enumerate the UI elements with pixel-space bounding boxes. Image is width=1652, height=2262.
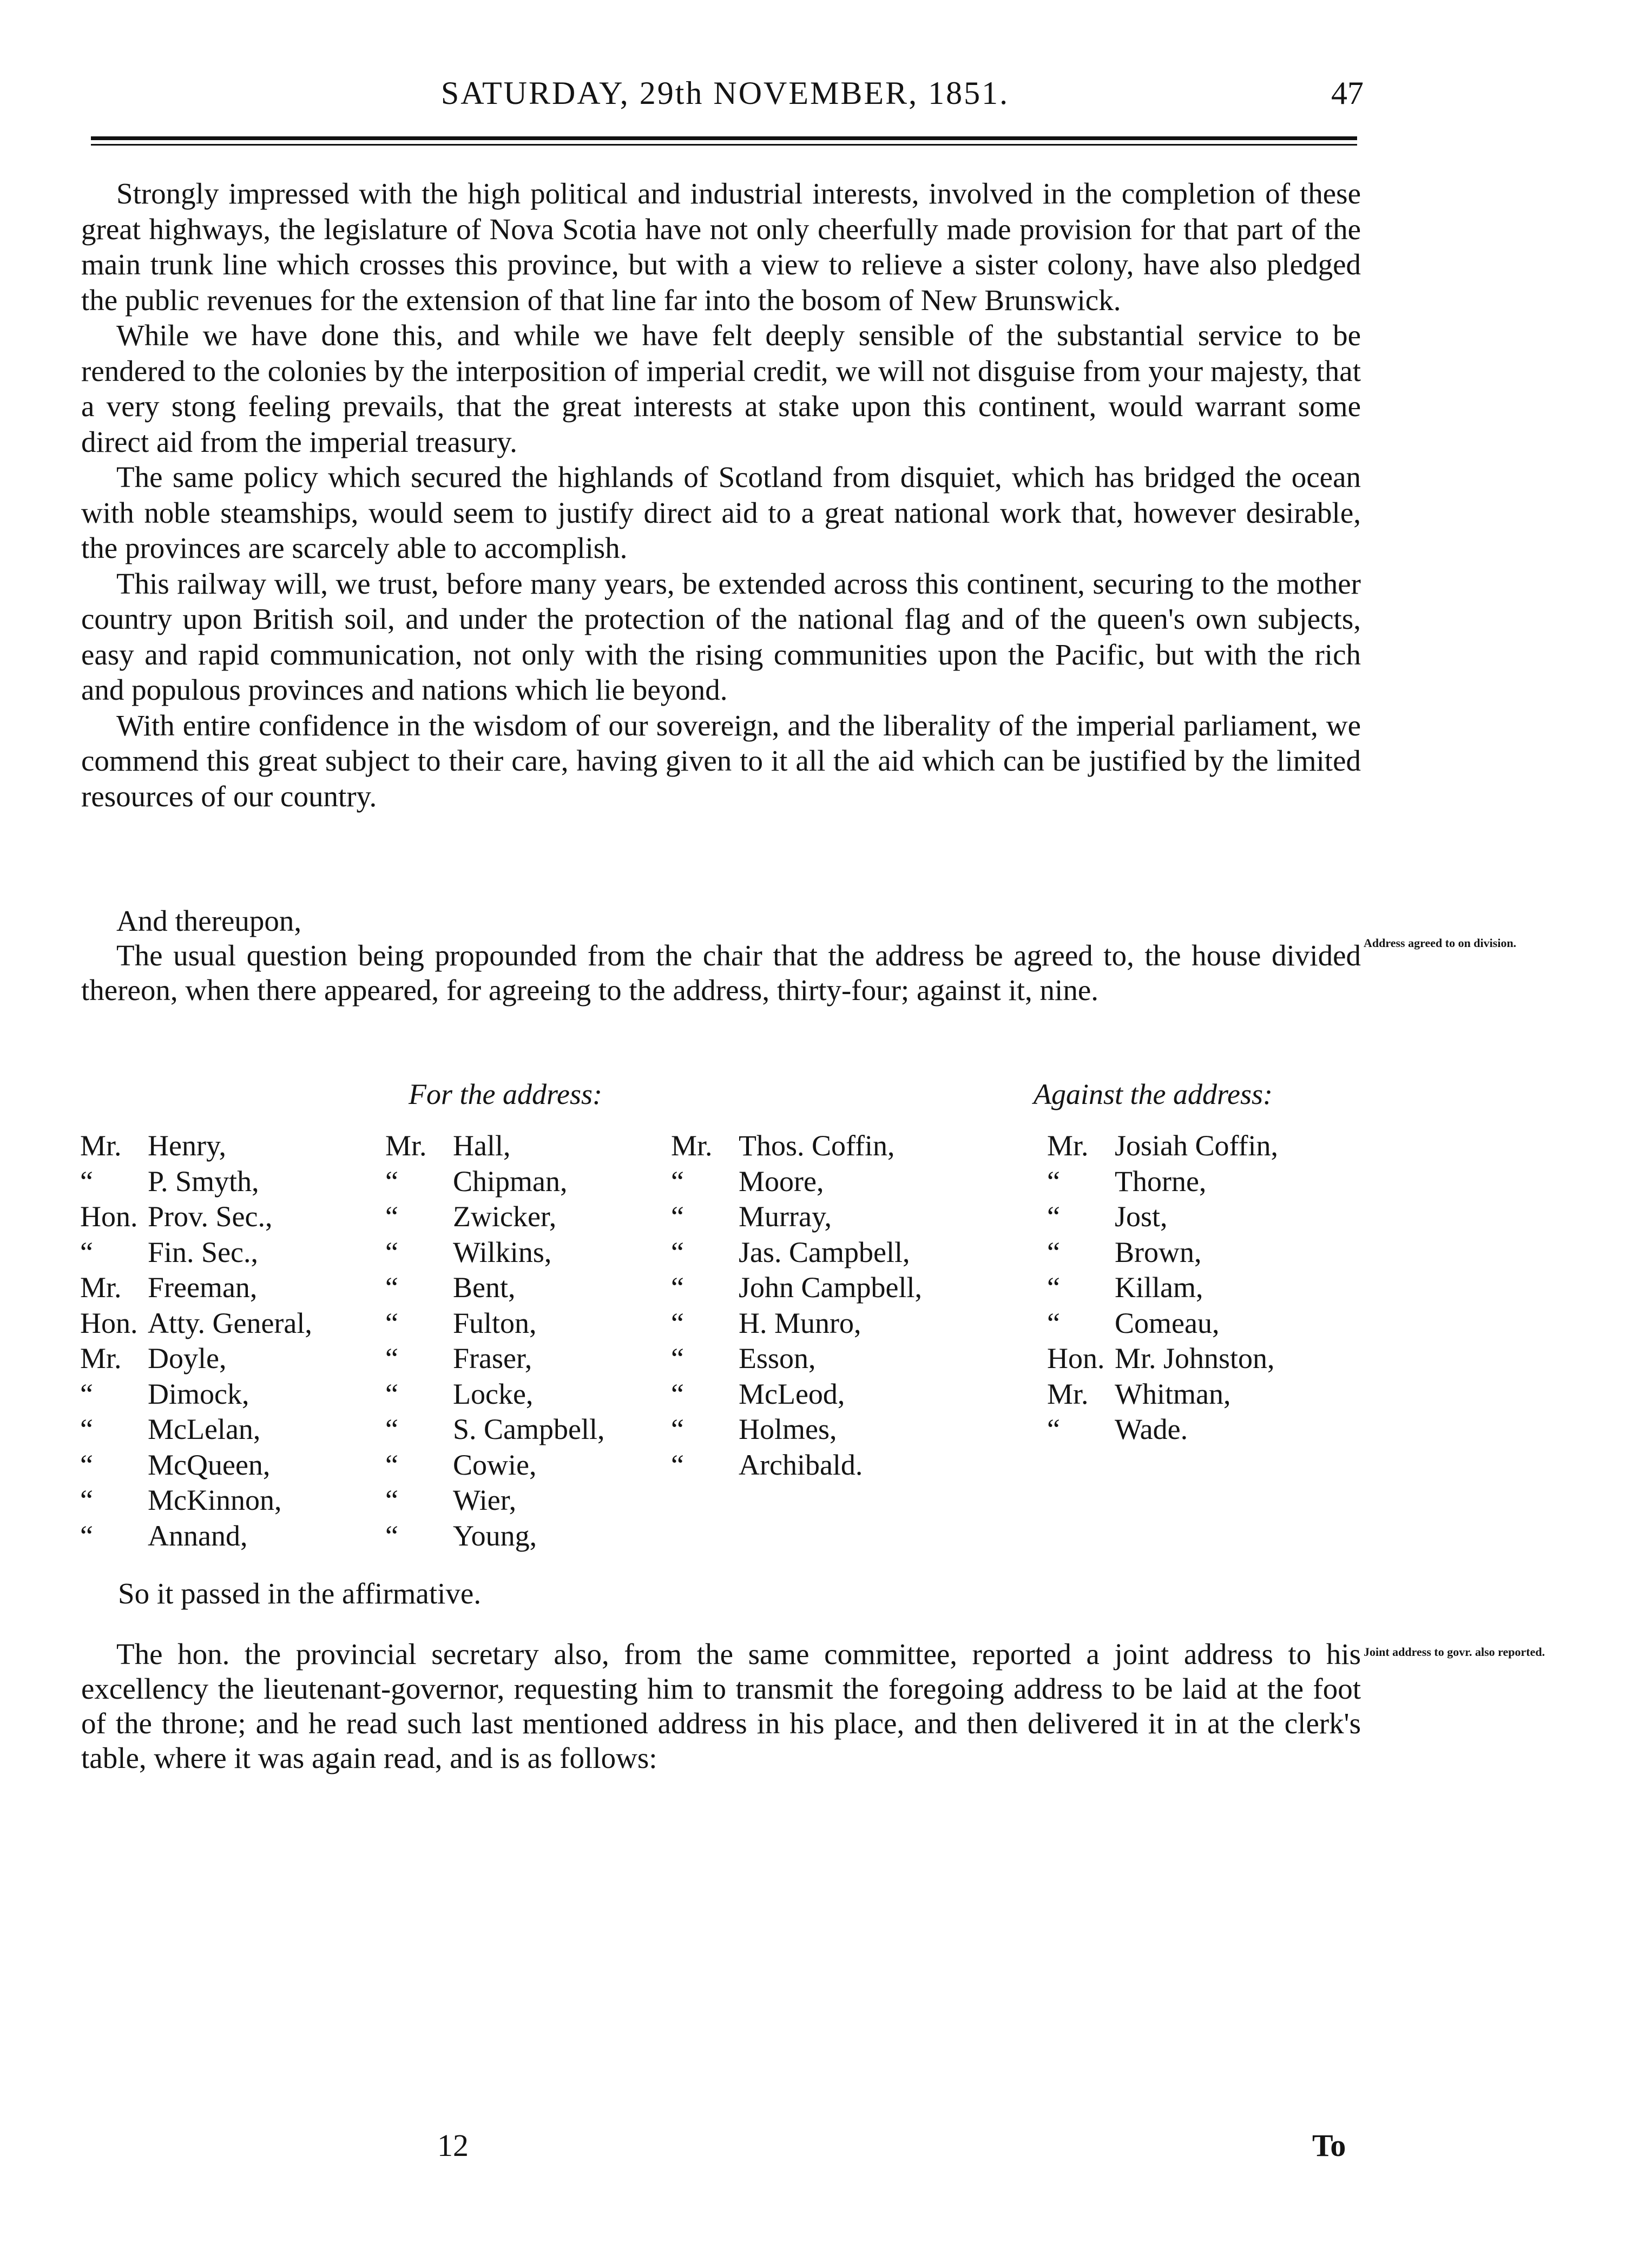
member-row <box>385 1270 605 1306</box>
member-name: Zwicker, <box>453 1200 557 1233</box>
member-prefix: “ <box>1047 1200 1060 1233</box>
member-prefix: “ <box>671 1271 684 1304</box>
member-row <box>80 1164 312 1200</box>
member-row <box>1047 1341 1278 1377</box>
member-name: Wilkins, <box>453 1235 552 1268</box>
member-prefix: Hon. <box>1047 1342 1105 1375</box>
member-prefix: “ <box>80 1165 93 1198</box>
page-title: SATURDAY, 29th NOVEMBER, 1851. <box>440 75 1010 111</box>
for-column-1 <box>80 1128 312 1554</box>
header-rule-thin <box>91 144 1357 146</box>
member-name: Hall, <box>453 1129 511 1162</box>
member-prefix: “ <box>80 1235 93 1268</box>
member-row <box>385 1164 605 1200</box>
member-name: H. Munro, <box>739 1306 861 1339</box>
division-section <box>81 904 1361 1008</box>
member-prefix: “ <box>1047 1306 1060 1339</box>
member-row <box>80 1341 312 1377</box>
member-name: Prov. Sec., <box>148 1200 273 1233</box>
member-prefix: “ <box>80 1413 93 1445</box>
member-prefix: “ <box>80 1484 93 1516</box>
member-name: Thos. Coffin, <box>739 1129 895 1162</box>
member-prefix: Mr. <box>385 1129 427 1162</box>
member-row <box>1047 1164 1278 1200</box>
member-name: Jost, <box>1115 1200 1168 1233</box>
member-row <box>80 1128 312 1164</box>
member-name: Wier, <box>453 1484 517 1516</box>
member-name: Young, <box>453 1519 537 1552</box>
member-name: Brown, <box>1115 1235 1202 1268</box>
member-row <box>80 1270 312 1306</box>
member-name: Archibald. <box>739 1448 863 1481</box>
member-prefix: Mr. <box>80 1129 122 1162</box>
member-name: Moore, <box>739 1165 824 1198</box>
member-name: Freeman, <box>148 1271 258 1304</box>
member-name: McQueen, <box>148 1448 271 1481</box>
member-name: Fraser, <box>453 1342 532 1375</box>
member-row <box>1047 1306 1278 1342</box>
for-column-2 <box>385 1128 605 1554</box>
joint-address-section <box>81 1637 1361 1776</box>
member-prefix: “ <box>385 1377 398 1410</box>
member-name: Wade. <box>1115 1413 1188 1445</box>
member-row <box>671 1377 922 1412</box>
paragraph: While we have done this, and while we have felt deeply sensible of the substantial service to be rendered to the colonies by the interposition of imperial credit, we will not disguise from your majesty, that a very stong feeling prevails, that the great interests at stake upon this continent, would warrant some direct aid from the imperial treasury. <box>81 319 1361 458</box>
member-prefix: “ <box>1047 1165 1060 1198</box>
member-prefix: “ <box>385 1235 398 1268</box>
member-row <box>80 1518 312 1554</box>
member-name: P. Smyth, <box>148 1165 259 1198</box>
member-prefix: “ <box>385 1200 398 1233</box>
member-row <box>80 1448 312 1483</box>
running-header <box>87 71 1364 115</box>
member-prefix: “ <box>385 1413 398 1445</box>
member-prefix: “ <box>385 1342 398 1375</box>
member-row <box>80 1412 312 1448</box>
division-paragraph: The usual question being propounded from the chair that the address be agreed to, the house divided thereon, when there appeared, for agreeing to the address, thirty-four; against it, nine. <box>81 939 1361 1007</box>
member-row <box>1047 1199 1278 1235</box>
member-row <box>671 1448 922 1483</box>
member-prefix: “ <box>1047 1413 1060 1445</box>
page-number: 47 <box>1331 75 1364 111</box>
member-row <box>385 1518 605 1554</box>
member-row <box>385 1483 605 1518</box>
member-name: Chipman, <box>453 1165 568 1198</box>
member-name: Fin. Sec., <box>148 1235 259 1268</box>
member-prefix: “ <box>671 1342 684 1375</box>
member-row <box>1047 1128 1278 1164</box>
member-name: Dimock, <box>148 1377 249 1410</box>
member-row <box>1047 1412 1278 1448</box>
member-row <box>671 1128 922 1164</box>
paragraph: The same policy which secured the highlands of Scotland from disquiet, which has bridged the ocean with noble steamships, would seem to justify direct aid to a great national work that, however desirable, the provinces are scarcely able to accomplish. <box>81 461 1361 564</box>
member-name: Fulton, <box>453 1306 537 1339</box>
member-row <box>385 1377 605 1412</box>
header-rule-thick <box>91 136 1357 140</box>
paragraph: This railway will, we trust, before many years, be extended across this continent, securing to the mother country upon British soil, and under the protection of the national flag and of the queen's own subjects, easy and rapid communication, not only with the rising communities upon the Pacific, but with the rich and populous provinces and nations which lie beyond. <box>81 567 1361 706</box>
address-body <box>81 176 1361 814</box>
member-name: Comeau, <box>1115 1306 1220 1339</box>
catchword: To <box>1312 2128 1346 2163</box>
member-prefix: “ <box>385 1271 398 1304</box>
member-row <box>385 1448 605 1483</box>
member-prefix: “ <box>80 1519 93 1552</box>
for-column-3 <box>671 1128 922 1483</box>
member-name: McLelan, <box>148 1413 261 1445</box>
member-prefix: Mr. <box>80 1271 122 1304</box>
member-row <box>385 1412 605 1448</box>
member-name: Murray, <box>739 1200 832 1233</box>
member-name: Esson, <box>739 1342 816 1375</box>
member-name: Henry, <box>148 1129 226 1162</box>
member-prefix: “ <box>80 1448 93 1481</box>
member-prefix: “ <box>671 1448 684 1481</box>
member-row <box>80 1199 312 1235</box>
member-prefix: “ <box>385 1448 398 1481</box>
member-prefix: “ <box>385 1306 398 1339</box>
signature-mark: 12 <box>437 2128 469 2163</box>
member-name: Holmes, <box>739 1413 837 1445</box>
member-name: Thorne, <box>1115 1165 1207 1198</box>
margin-note-joint: Joint address to govr. also reported. <box>1364 1645 1545 1659</box>
member-prefix: “ <box>671 1306 684 1339</box>
member-name: Jas. Campbell, <box>739 1235 910 1268</box>
member-name: Josiah Coffin, <box>1115 1129 1279 1162</box>
member-row <box>385 1306 605 1342</box>
member-row <box>385 1128 605 1164</box>
member-row <box>385 1199 605 1235</box>
margin-note-division: Address agreed to on division. <box>1364 936 1517 950</box>
member-name: S. Campbell, <box>453 1413 605 1445</box>
member-row <box>1047 1270 1278 1306</box>
member-prefix: “ <box>671 1200 684 1233</box>
member-row <box>1047 1377 1278 1412</box>
member-prefix: “ <box>80 1377 93 1410</box>
member-row <box>80 1483 312 1518</box>
member-row <box>80 1377 312 1412</box>
member-name: Cowie, <box>453 1448 537 1481</box>
member-row <box>80 1235 312 1271</box>
member-prefix: Mr. <box>80 1342 122 1375</box>
member-prefix: Mr. <box>1047 1377 1089 1410</box>
thereupon-line: And thereupon, <box>116 904 302 937</box>
member-prefix: “ <box>1047 1271 1060 1304</box>
member-name: Atty. General, <box>148 1306 312 1339</box>
member-name: Doyle, <box>148 1342 227 1375</box>
member-row <box>1047 1235 1278 1271</box>
member-row <box>385 1235 605 1271</box>
member-row <box>671 1341 922 1377</box>
member-name: John Campbell, <box>739 1271 922 1304</box>
against-address-heading: Against the address: <box>1034 1078 1273 1110</box>
member-row <box>671 1306 922 1342</box>
member-name: Killam, <box>1115 1271 1203 1304</box>
member-name: Whitman, <box>1115 1377 1231 1410</box>
member-row <box>671 1412 922 1448</box>
member-prefix: Hon. <box>80 1306 138 1339</box>
member-prefix: “ <box>385 1165 398 1198</box>
member-row <box>671 1164 922 1200</box>
member-name: Locke, <box>453 1377 534 1410</box>
member-name: Bent, <box>453 1271 516 1304</box>
member-prefix: “ <box>385 1484 398 1516</box>
for-address-heading: For the address: <box>409 1078 602 1110</box>
member-prefix: Mr. <box>671 1129 713 1162</box>
member-row <box>671 1199 922 1235</box>
affirmative-line: So it passed in the affirmative. <box>118 1577 482 1610</box>
member-prefix: “ <box>385 1519 398 1552</box>
member-name: McKinnon, <box>148 1484 282 1516</box>
against-column <box>1047 1128 1278 1448</box>
member-row <box>385 1341 605 1377</box>
member-prefix: Hon. <box>80 1200 138 1233</box>
member-name: McLeod, <box>739 1377 845 1410</box>
joint-address-paragraph: The hon. the provincial secretary also, from the same committee, reported a joint address to his excellency the lieutenant-governor, requesting him to transmit the foregoing address to be laid at the foot of the throne; and he read such last mentioned address in his place, and then delivered it in at the clerk's table, where it was again read, and is as follows: <box>81 1638 1361 1774</box>
member-row <box>671 1235 922 1271</box>
paragraph: Strongly impressed with the high political and industrial interests, involved in the completion of these great highways, the legislature of Nova Scotia have not only cheerfully made provision for that part of the main trunk line which crosses this province, but with a view to relieve a sister colony, have also pledged the public revenues for the extension of that line far into the bosom of New Brunswick. <box>81 177 1361 317</box>
member-prefix: “ <box>1047 1235 1060 1268</box>
member-prefix: “ <box>671 1235 684 1268</box>
member-row <box>671 1270 922 1306</box>
member-prefix: Mr. <box>1047 1129 1089 1162</box>
member-name: Annand, <box>148 1519 248 1552</box>
member-prefix: “ <box>671 1377 684 1410</box>
member-row <box>80 1306 312 1342</box>
member-prefix: “ <box>671 1413 684 1445</box>
member-name: Mr. Johnston, <box>1115 1342 1275 1375</box>
paragraph: With entire confidence in the wisdom of our sovereign, and the liberality of the imperial parliament, we commend this great subject to their care, having given to it all the aid which can be justified by the limited resources of our country. <box>81 708 1361 813</box>
member-prefix: “ <box>671 1165 684 1198</box>
